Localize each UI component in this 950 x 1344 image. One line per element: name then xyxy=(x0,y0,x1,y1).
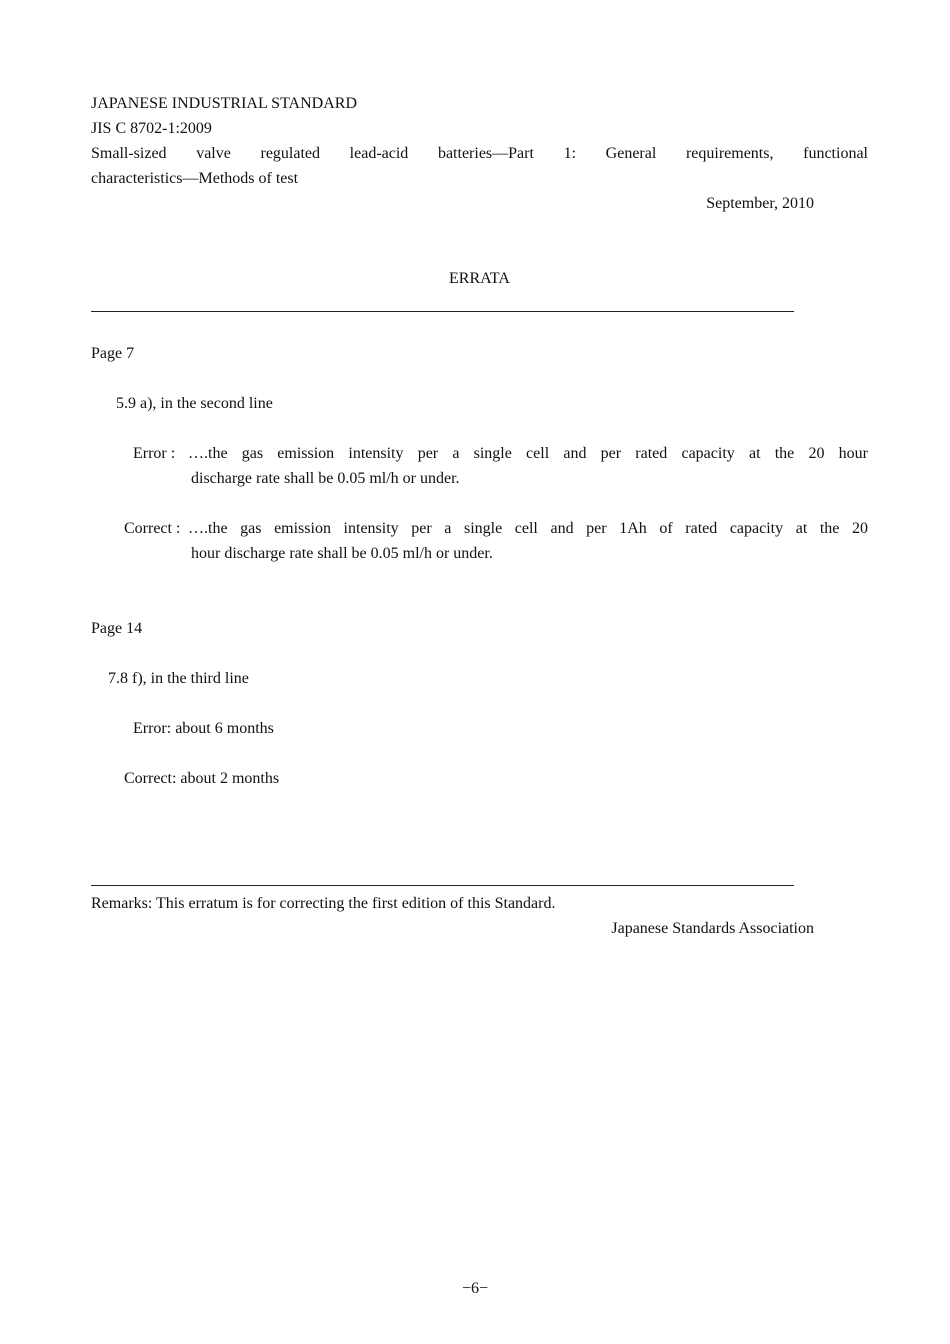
section-location: 7.8 f), in the third line xyxy=(108,670,249,687)
error-entry: Error: about 6 months xyxy=(133,720,274,737)
section-page-label: Page 14 xyxy=(91,620,143,637)
top-divider xyxy=(91,311,794,312)
correct-entry: Correct: about 2 months xyxy=(124,770,280,787)
correct-text-line2: hour discharge rate shall be 0.05 ml/h or under. xyxy=(191,545,493,562)
error-text-line2: discharge rate shall be 0.05 ml/h or under. xyxy=(191,470,460,487)
error-label: Error : xyxy=(133,445,176,462)
bottom-divider xyxy=(91,885,794,886)
remarks-text: Remarks: This erratum is for correcting the first edition of this Standard. xyxy=(91,895,556,912)
errata-heading: ERRATA xyxy=(449,270,510,287)
section-location: 5.9 a), in the second line xyxy=(116,395,273,412)
section-page-label: Page 7 xyxy=(91,345,135,362)
correct-text-line1: ….the gas emission intensity per a single cell and per 1Ah of rated capacity at the 20 xyxy=(188,520,868,537)
publisher-name: Japanese Standards Association xyxy=(611,920,814,937)
issue-date: September, 2010 xyxy=(706,195,814,212)
error-text-line1: ….the gas emission intensity per a single cell and per rated capacity at the 20 hour xyxy=(188,445,868,462)
page-number: −6− xyxy=(461,1280,489,1297)
standard-org: JAPANESE INDUSTRIAL STANDARD xyxy=(91,95,357,112)
standard-code: JIS C 8702-1:2009 xyxy=(91,120,212,137)
standard-title-line2: characteristics—Methods of test xyxy=(91,170,299,187)
correct-label: Correct : xyxy=(124,520,181,537)
standard-title-line1: Small-sized valve regulated lead-acid batteries—Part 1: General requirements, functional xyxy=(91,145,868,162)
